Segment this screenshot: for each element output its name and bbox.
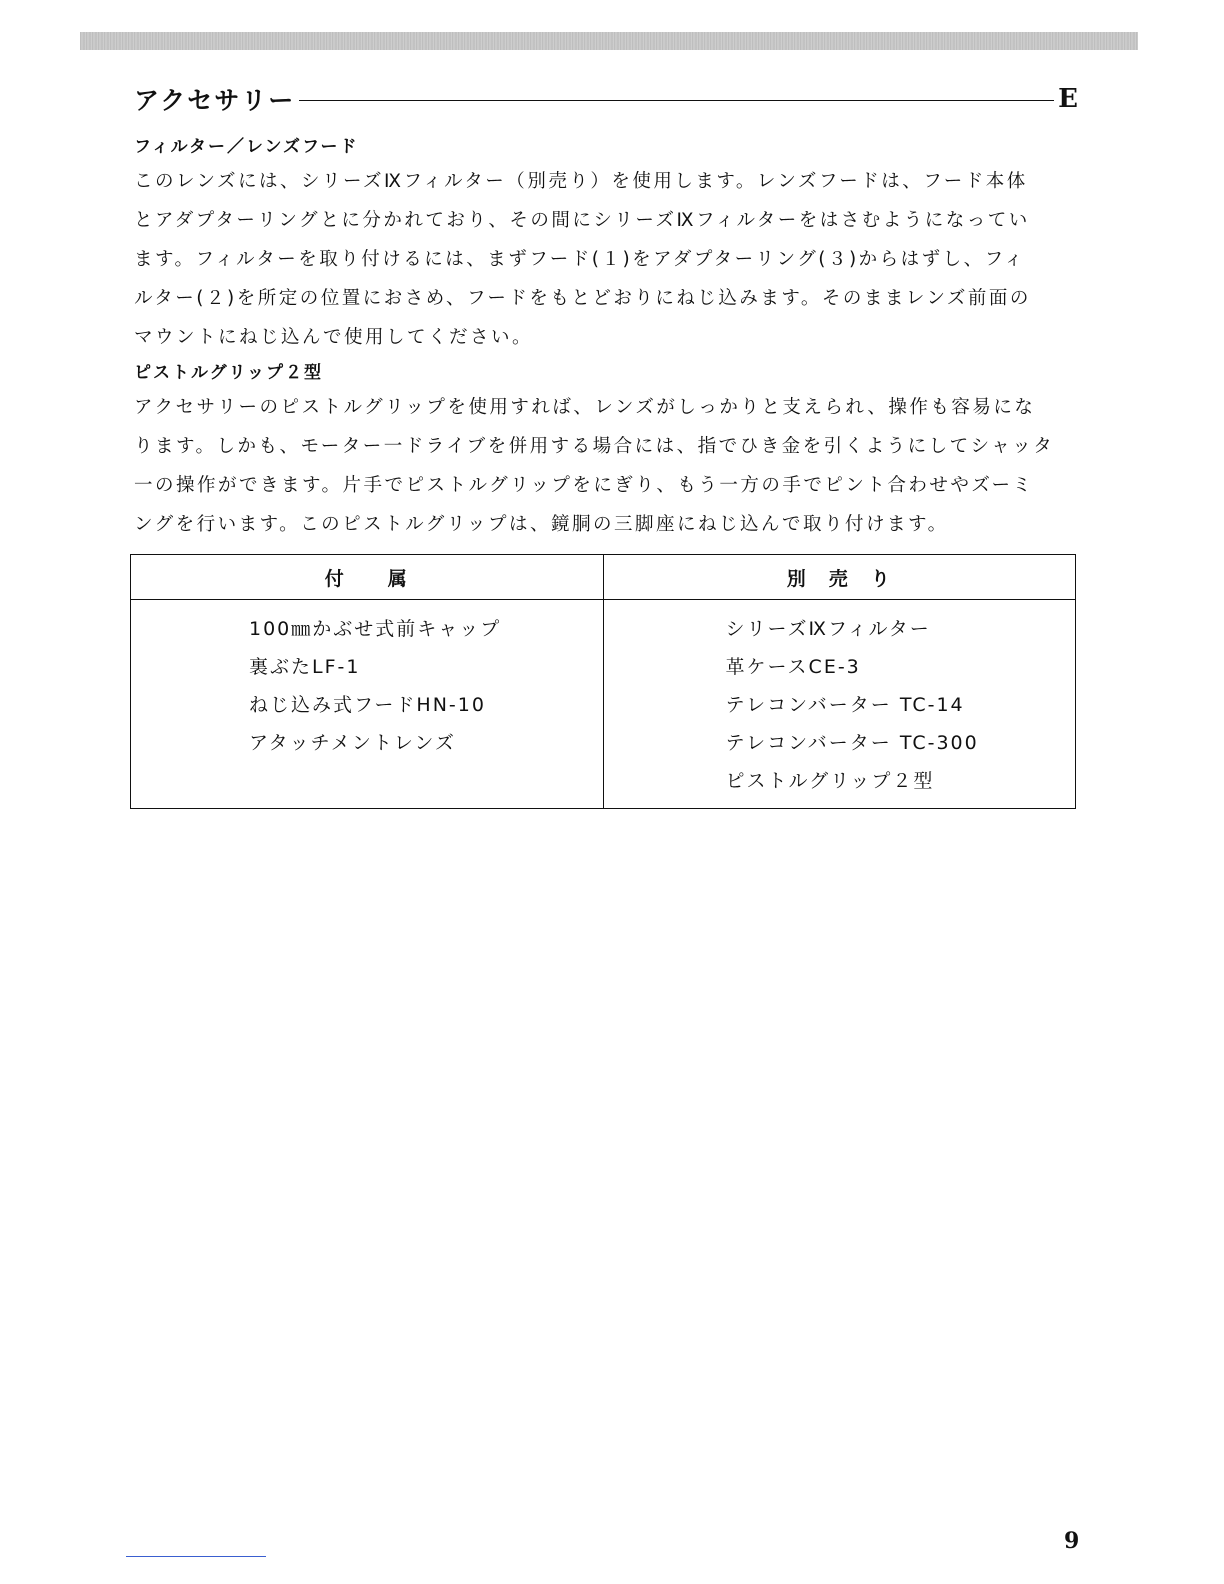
table-row (131, 600, 1076, 809)
paragraph-line: ングを行います。このピストルグリップは、鏡胴の三脚座にねじ込んで取り付けます。 (134, 514, 949, 535)
paragraph-line: ルター(２)を所定の位置におさめ、フードをもとどおりにねじ込みます。そのままレンズ前面の (134, 288, 1031, 309)
list-item: シリーズⅨフィルター (725, 618, 931, 640)
paragraph-line: このレンズには、シリーズⅨフィルター（別売り）を使用します。レンズフードは、フード本体 (134, 171, 1028, 192)
header-optional: 別 売 り (603, 555, 1076, 600)
page-heading (134, 82, 1078, 116)
list-item: ピストルグリップ２型 (725, 770, 935, 792)
list-item: ねじ込み式フードHN-10 (249, 694, 486, 716)
paragraph-line: マウントにねじ込んで使用してください。 (134, 327, 534, 348)
paragraph-pistol-grip (134, 388, 1078, 544)
optional-items-cell (603, 600, 1076, 809)
list-item: 裏ぶたLF-1 (249, 656, 361, 678)
paragraph-line: アクセサリーのピストルグリップを使用すれば、レンズがしっかりと支えられ、操作も容易にな (134, 397, 1036, 418)
list-item: テレコンバーター TC-300 (725, 732, 979, 754)
table-header-row (131, 555, 1076, 600)
paragraph-line: ます。フィルターを取り付けるには、まずフード(１)をアダプターリング(３)からはずし、フィ (134, 249, 1026, 270)
paragraph-line: 一の操作ができます。片手でピストルグリップをにぎり、もう一方の手でピント合わせやズーミ (134, 475, 1034, 496)
section-title-filter-hood: フィルター／レンズフード (134, 137, 359, 157)
top-decorative-band (80, 32, 1138, 50)
paragraph-line: とアダプターリングとに分かれており、その間にシリーズⅨフィルターをはさむようになってい (134, 210, 1030, 231)
heading-rule (299, 100, 1054, 101)
included-list (131, 610, 603, 762)
included-items-cell (131, 600, 604, 809)
bottom-underline (126, 1556, 266, 1557)
optional-list (604, 610, 1076, 800)
list-item: 100㎜かぶせ式前キャップ (249, 618, 502, 640)
section-letter: E (1058, 84, 1078, 114)
list-item: アタッチメントレンズ (249, 732, 456, 754)
list-item: 革ケースCE-3 (725, 656, 861, 678)
accessories-table (130, 554, 1076, 809)
page-title: アクセサリー (134, 86, 296, 115)
page-number: 9 (1064, 1528, 1080, 1554)
section-title-pistol-grip: ピストルグリップ２型 (134, 363, 323, 383)
header-included: 付 属 (131, 555, 604, 600)
paragraph-line: ります。しかも、モーター一ドライブを併用する場合には、指でひき金を引くようにしてシャッタ (134, 436, 1055, 457)
paragraph-filter-hood (134, 162, 1078, 357)
list-item: テレコンバーター TC-14 (725, 694, 965, 716)
